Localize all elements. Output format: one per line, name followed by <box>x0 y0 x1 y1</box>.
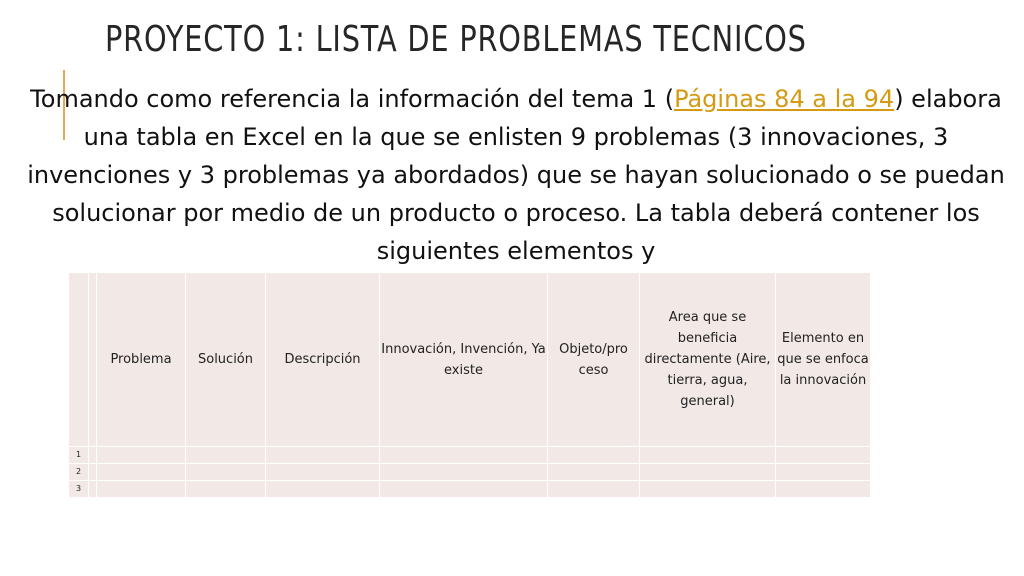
table-cell[interactable] <box>380 481 548 498</box>
table-cell[interactable] <box>640 481 776 498</box>
table-cell[interactable] <box>640 447 776 464</box>
header-elemento-enfoque[interactable]: Elemento en que se enfoca la innovación <box>776 273 871 447</box>
table-cell[interactable] <box>548 447 640 464</box>
table-cell[interactable] <box>97 464 186 481</box>
table-cell[interactable] <box>89 481 97 498</box>
header-descripcion[interactable]: Descripción <box>266 273 380 447</box>
table-cell[interactable] <box>776 464 871 481</box>
table-cell[interactable] <box>548 464 640 481</box>
table-cell[interactable] <box>186 464 266 481</box>
row-number: 3 <box>69 481 89 498</box>
row-number: 1 <box>69 447 89 464</box>
instructions-paragraph <box>22 80 1010 274</box>
table-header-row <box>69 273 871 447</box>
table-cell[interactable] <box>640 464 776 481</box>
table-cell[interactable] <box>548 481 640 498</box>
table-row <box>69 447 871 464</box>
header-objeto-proceso[interactable]: Objeto/pro ceso <box>548 273 640 447</box>
header-solucion[interactable]: Solución <box>186 273 266 447</box>
slide-title: PROYECTO 1: LISTA DE PROBLEMAS TECNICOS <box>105 19 807 60</box>
table-row <box>69 481 871 498</box>
table-cell[interactable] <box>97 481 186 498</box>
table-cell[interactable] <box>89 447 97 464</box>
header-row-number[interactable] <box>69 273 89 447</box>
table-cell[interactable] <box>266 464 380 481</box>
pages-link[interactable]: Páginas 84 a la 94 <box>674 85 895 113</box>
instructions-text-start: Tomando como referencia la información del tema 1 ( <box>30 85 675 113</box>
problems-table <box>68 272 871 498</box>
table-cell[interactable] <box>380 464 548 481</box>
table-cell[interactable] <box>97 447 186 464</box>
table-cell[interactable] <box>776 481 871 498</box>
table-cell[interactable] <box>186 481 266 498</box>
table-cell[interactable] <box>266 447 380 464</box>
table-cell[interactable] <box>89 464 97 481</box>
table-cell[interactable] <box>380 447 548 464</box>
table-cell[interactable] <box>776 447 871 464</box>
header-innovacion-invencion[interactable]: Innovación, Invención, Ya existe <box>380 273 548 447</box>
header-spacer[interactable] <box>89 273 97 447</box>
problems-table-container <box>68 272 870 496</box>
table-cell[interactable] <box>266 481 380 498</box>
header-problema[interactable]: Problema <box>97 273 186 447</box>
instructions-text-end: ) elabora una tabla en Excel en la que se enlisten 9 problemas (3 innovaciones, 3 invenciones y 3 problemas ya abordados) que se hayan solucionado o se puedan solucionar por medio de un producto o proceso. La tabla deberá contener los siguientes elementos y <box>27 85 1005 265</box>
table-row <box>69 464 871 481</box>
row-number: 2 <box>69 464 89 481</box>
table-cell[interactable] <box>186 447 266 464</box>
header-area-beneficiada[interactable]: Area que se beneficia directamente (Aire, tierra, agua, general) <box>640 273 776 447</box>
